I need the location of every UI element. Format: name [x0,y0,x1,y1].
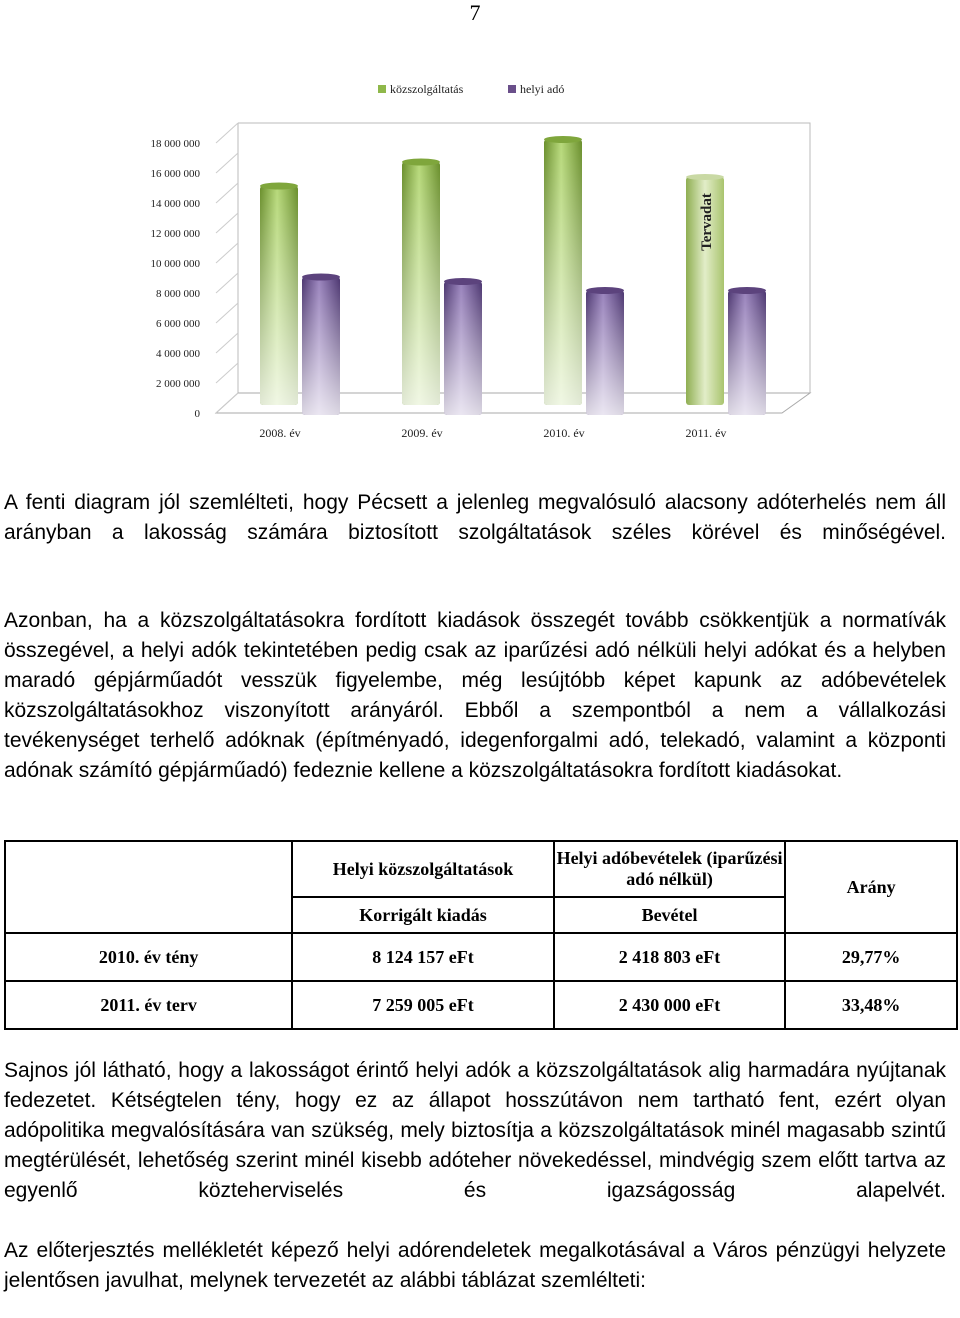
row-label: 2011. év terv [5,981,292,1029]
row-ratio: 33,48% [785,981,957,1029]
header-public-services: Helyi közszolgáltatások [292,841,554,897]
bar-top [260,183,298,190]
x-tick-label: 2009. év [401,426,443,440]
bar-chart [120,70,820,450]
bar-top [544,136,582,143]
header-local-tax-revenue: Helyi adóbevételek (iparűzési adó nélkül) [554,841,786,897]
gridline [216,393,238,413]
table-corner-cell [5,841,292,933]
legend-swatch [378,85,386,93]
ratio-table [4,840,958,1030]
gridline [216,333,238,353]
bar-top [444,278,482,285]
chart-svg [120,70,820,450]
bar-annotation: Tervadat [699,193,715,251]
chart-x-labels [259,426,726,440]
bar-top [402,159,440,166]
table-row [5,933,957,981]
y-tick-label: 18 000 000 [150,138,200,150]
bar-top [728,287,766,294]
y-tick-label: 14 000 000 [150,198,200,210]
y-tick-label: 4 000 000 [156,348,200,360]
chart-legend [378,82,564,96]
paragraph-1: A fenti diagram jól szemlélteti, hogy Pécsett a jelenleg megvalósuló alacsony adóterhelés nem áll arányban a lakosság számára biztosított szolgáltatások széles körével és minőségével. [4,491,946,544]
gridline [216,123,238,143]
gridline [216,213,238,233]
bar-highlight [728,291,766,416]
y-tick-label: 16 000 000 [150,168,200,180]
header-corrected-expense: Korrigált kiadás [292,897,554,933]
table-row [5,981,957,1029]
chart-bars [260,136,766,415]
page-number: 7 [469,0,481,25]
gridline [216,363,238,383]
y-tick-label: 0 [194,408,200,420]
header-ratio: Arány [785,841,957,933]
row-revenue: 2 430 000 eFt [554,981,786,1029]
x-tick-label: 2011. év [685,426,727,440]
bar-top [686,174,724,180]
x-tick-label: 2008. év [259,426,301,440]
paragraph-3: Sajnos jól látható, hogy a lakosságot érintő helyi adók a közszolgáltatások alig harmadára nyújtanak fedezetet. Kétségtelen tény, hogy ez az állapot hosszútávon nem tartható fent, ezért olyan adópolitika megvalósítására van szükség, mely biztosítja a közszolgáltatások minél magasabb szintű megtérülését, lehetőség szerint minél kisebb adóteher növekedéssel, mindvégig szem előtt tartva az egyenlő közteherviselés és igazságosság alapelvét. [4,1059,946,1202]
bar-highlight [402,162,440,405]
legend-label: közszolgáltatás [390,82,464,96]
row-ratio: 29,77% [785,933,957,981]
paragraph-2: Azonban, ha a közszolgáltatásokra fordított kiadások összegét tovább csökkentjük a normatívák összegével, a helyi adók tekintetében pedig csak az iparűzési adó nélküli helyi adókat és a helyben maradó gépjárműadót vesszük figyelembe, még lesújtóbb képet kapunk az adóbevételek közszolgáltatásokhoz viszonyított arányáról. Ebből a szempontból a nem a vállalkozási tevékenységet terhelő adóknak (építményadó, idegenforgalmi adó, telekadó, valamint a központi adónak számító gépjárműadó) fedeznie kellene a közszolgáltatásokra fordított kiadásokat. [4,609,946,782]
y-tick-label: 6 000 000 [156,318,200,330]
paragraph-4: Az előterjesztés mellékletét képező helyi adórendeletek megalkotásával a Város pénzügyi helyzete jelentősen javulhat, melynek tervezetét az alábbi táblázat szemlélteti: [4,1239,946,1292]
bar-highlight [544,140,582,406]
row-expense: 8 124 157 eFt [292,933,554,981]
y-tick-label: 8 000 000 [156,288,200,300]
gridline [216,273,238,293]
y-tick-label: 12 000 000 [150,228,200,240]
x-tick-label: 2010. év [543,426,585,440]
row-expense: 7 259 005 eFt [292,981,554,1029]
bar-highlight [586,291,624,416]
bar-top [302,274,340,281]
bar-highlight [302,277,340,415]
legend-swatch [508,85,516,93]
y-tick-label: 10 000 000 [150,258,200,270]
header-revenue: Bevétel [554,897,786,933]
legend-label: helyi adó [520,82,565,96]
gridline [216,153,238,173]
row-revenue: 2 418 803 eFt [554,933,786,981]
bar-highlight [444,282,482,416]
bar-highlight [260,186,298,405]
gridline [216,303,238,323]
bar-top [586,287,624,294]
gridline [216,243,238,263]
y-tick-label: 2 000 000 [156,378,200,390]
row-label: 2010. év tény [5,933,292,981]
gridline [216,183,238,203]
